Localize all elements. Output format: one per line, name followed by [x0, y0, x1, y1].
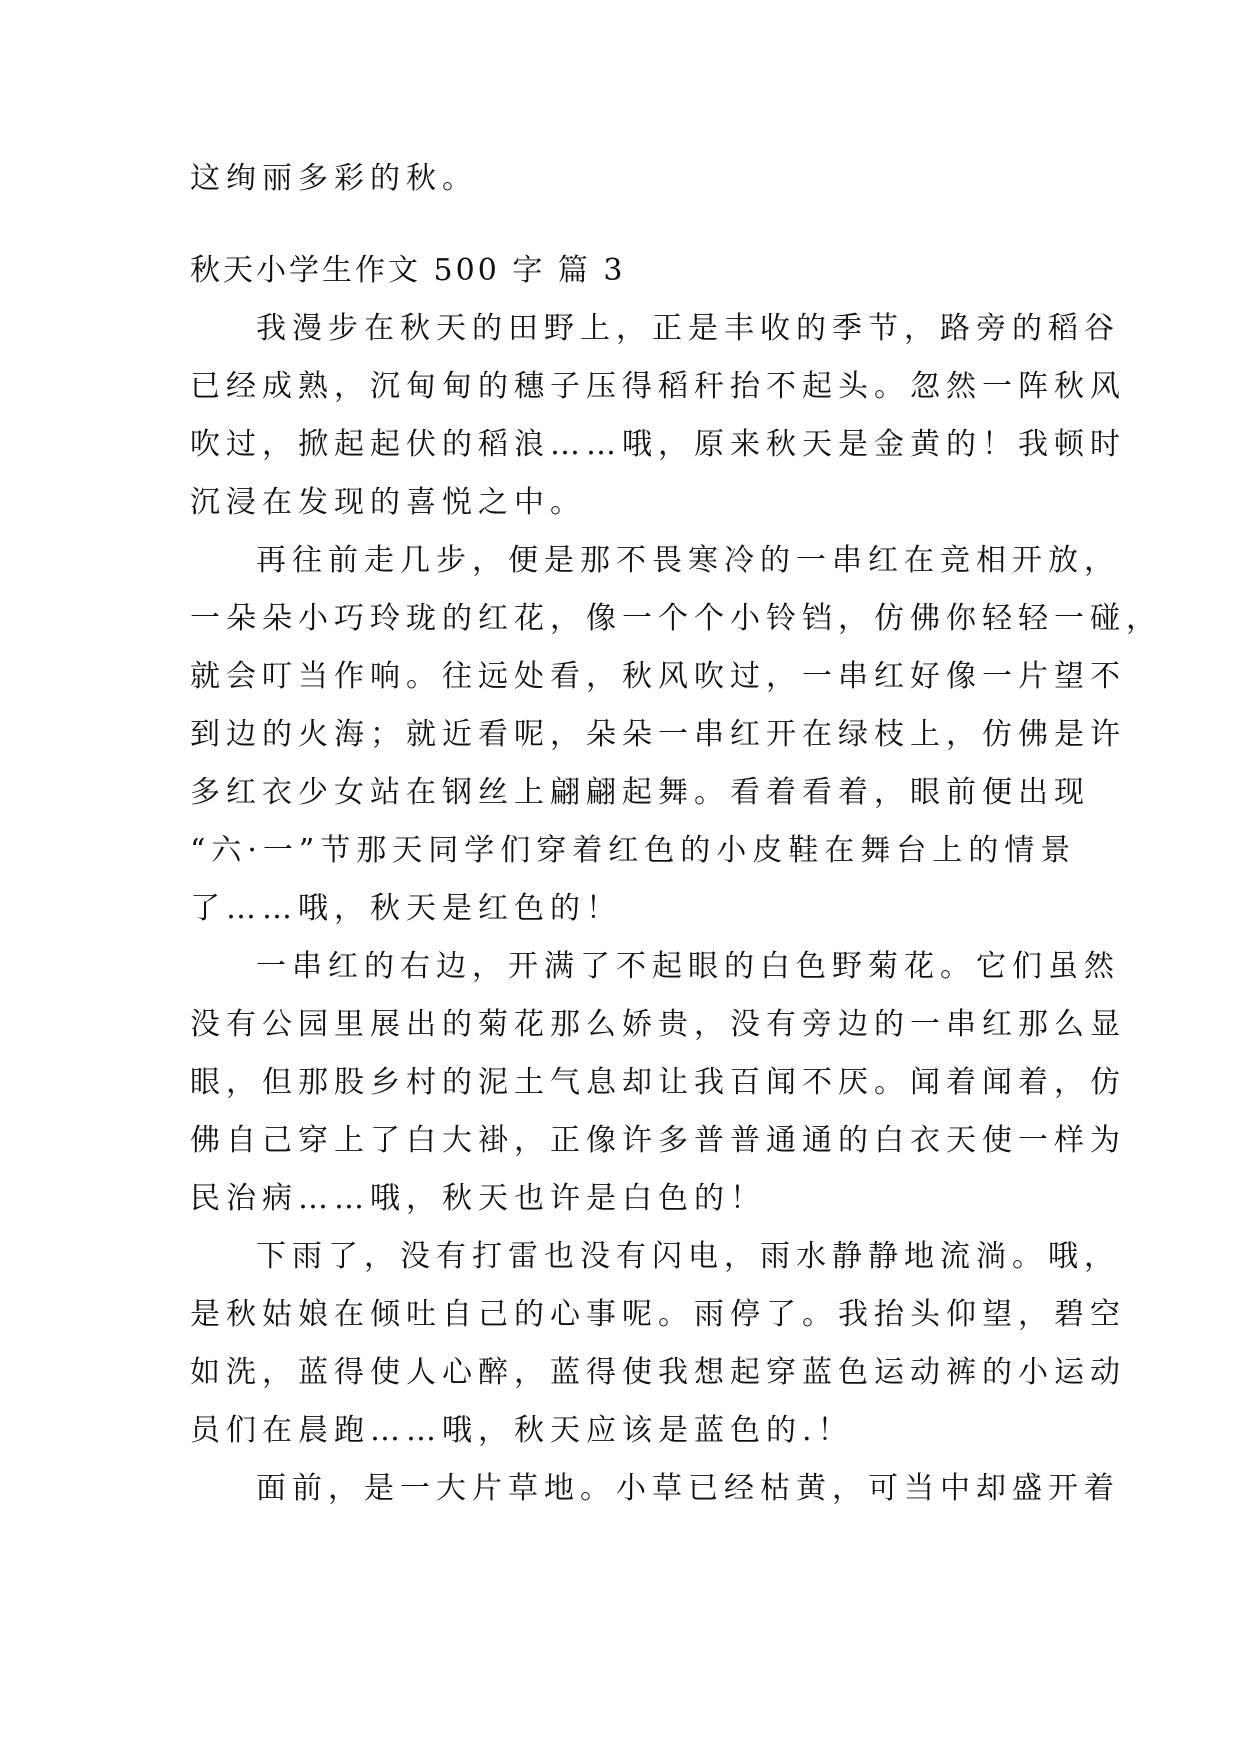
paragraph-line: 一朵朵小巧玲珑的红花，像一个个小铃铛，仿佛你轻轻一碰， [190, 601, 1162, 636]
paragraph-line: 我漫步在秋天的田野上，正是丰收的季节，路旁的稻谷 [256, 311, 1120, 346]
continuation-line: 这绚丽多彩的秋。 [190, 161, 478, 196]
paragraph-line: 是秋姑娘在倾吐自己的心事呢。雨停了。我抬头仰望，碧空 [190, 1297, 1126, 1332]
paragraph [190, 300, 1126, 532]
paragraph-line: 了……哦，秋天是红色的！ [190, 891, 622, 926]
paragraph-line: 吹过，掀起起伏的稻浪……哦，原来秋天是金黄的！我顿时 [190, 427, 1126, 462]
paragraph [190, 938, 1126, 1228]
document-body [190, 150, 1162, 1518]
paragraph-line: 一串红的右边，开满了不起眼的白色野菊花。它们虽然 [256, 949, 1120, 984]
paragraph-line: 多红衣少女站在钢丝上翩翩起舞。看着看着，眼前便出现 [190, 775, 1090, 810]
paragraph [190, 1228, 1126, 1460]
section-title: 秋天小学生作文 500 字 篇 3 [190, 253, 626, 288]
paragraph-line: 下雨了，没有打雷也没有闪电，雨水静静地流淌。哦， [256, 1239, 1120, 1274]
paragraph-line: 已经成熟，沉甸甸的穗子压得稻秆抬不起头。忽然一阵秋风 [190, 369, 1126, 404]
paragraph-line: 面前，是一大片草地。小草已经枯黄，可当中却盛开着 [256, 1471, 1120, 1506]
paragraph [190, 1460, 1120, 1518]
section-spacer [190, 208, 1060, 242]
paragraph-line: 再往前走几步，便是那不畏寒冷的一串红在竞相开放， [256, 543, 1120, 578]
paragraph-line: 佛自己穿上了白大褂，正像许多普普通通的白衣天使一样为 [190, 1123, 1126, 1158]
paragraph-line: 如洗，蓝得使人心醉，蓝得使我想起穿蓝色运动裤的小运动 [190, 1355, 1126, 1390]
paragraph-line: 就会叮当作响。往远处看，秋风吹过，一串红好像一片望不 [190, 659, 1126, 694]
paragraph [190, 532, 1162, 938]
paragraph-line: 没有公园里展出的菊花那么娇贵，没有旁边的一串红那么显 [190, 1007, 1126, 1042]
paragraph-line: 民治病……哦，秋天也许是白色的！ [190, 1181, 766, 1216]
paragraph-line: 沉浸在发现的喜悦之中。 [190, 485, 586, 520]
paragraph-line: 员们在晨跑……哦，秋天应该是蓝色的.！ [190, 1413, 854, 1448]
paragraph-line: “六·一”节那天同学们穿着红色的小皮鞋在舞台上的情景 [190, 833, 1077, 868]
paragraph-line: 到边的火海；就近看呢，朵朵一串红开在绿枝上，仿佛是许 [190, 717, 1126, 752]
paragraph-line: 眼，但那股乡村的泥土气息却让我百闻不厌。闻着闻着，仿 [190, 1065, 1126, 1100]
